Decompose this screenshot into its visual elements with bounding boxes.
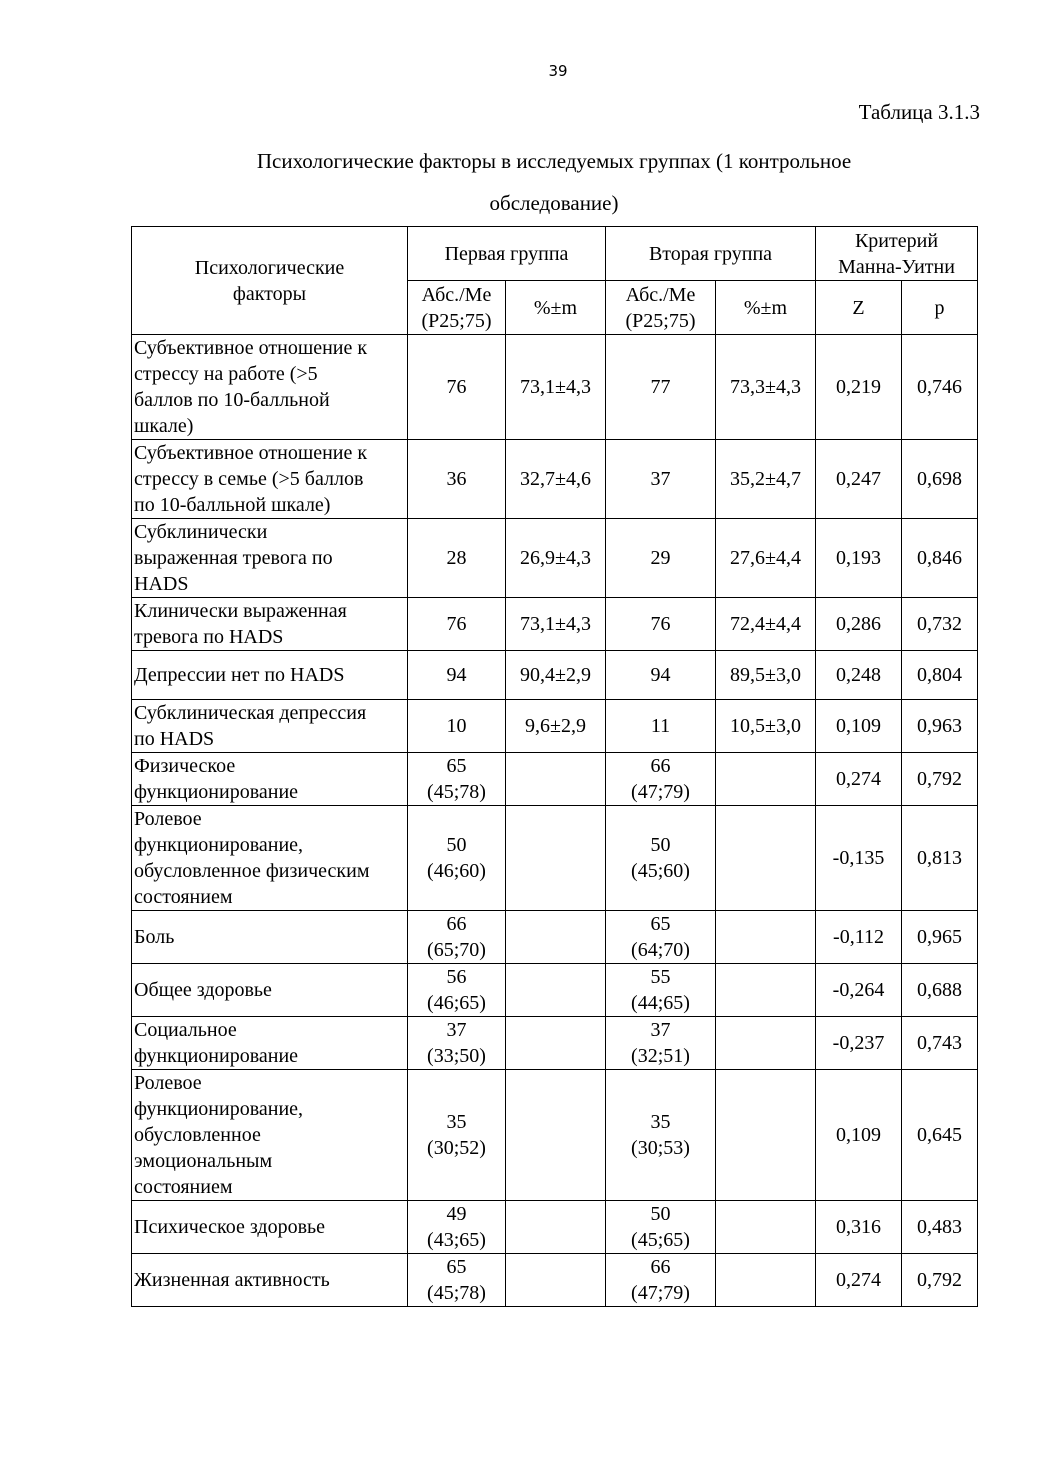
g2-abs-cell: 50 (45;60) [606, 806, 716, 911]
factor-cell: Социальное функционирование [132, 1017, 408, 1070]
g1-pct-cell [506, 806, 606, 911]
g2-abs-cell: 94 [606, 651, 716, 700]
g2-pct-cell [716, 911, 816, 964]
g2-abs-cell: 65 (64;70) [606, 911, 716, 964]
g1-abs-cell: 36 [408, 440, 506, 519]
z-cell: 0,193 [816, 519, 902, 598]
g2-pct-cell [716, 964, 816, 1017]
p-cell: 0,963 [902, 700, 978, 753]
g1-abs-cell: 10 [408, 700, 506, 753]
g1-abs-cell: 76 [408, 335, 506, 440]
caption-line: Психологические факторы в исследуемых группах (1 контрольное [256, 149, 852, 173]
g1-pct-cell [506, 753, 606, 806]
factor-cell: Психическое здоровье [132, 1201, 408, 1254]
g1-pct-cell: 26,9±4,3 [506, 519, 606, 598]
header-group1: Первая группа [408, 227, 606, 281]
g1-pct-cell: 9,6±2,9 [506, 700, 606, 753]
table-row [132, 440, 978, 519]
header-g2-pct: %±m [716, 281, 816, 335]
caption-line: обследование) [489, 191, 619, 215]
g2-pct-cell [716, 1254, 816, 1307]
factor-cell: Субклиническая депрессия по HADS [132, 700, 408, 753]
z-cell: 0,274 [816, 753, 902, 806]
g2-abs-cell: 76 [606, 598, 716, 651]
g1-pct-cell: 73,1±4,3 [506, 335, 606, 440]
g2-abs-cell: 66 (47;79) [606, 1254, 716, 1307]
table-row [132, 651, 978, 700]
g2-pct-cell [716, 1070, 816, 1201]
z-cell: -0,112 [816, 911, 902, 964]
g1-abs-cell: 94 [408, 651, 506, 700]
g2-pct-cell: 27,6±4,4 [716, 519, 816, 598]
z-cell: 0,274 [816, 1254, 902, 1307]
header-factor: Психологические факторы [132, 227, 408, 335]
table-row [132, 964, 978, 1017]
g2-pct-cell [716, 1201, 816, 1254]
z-cell: 0,248 [816, 651, 902, 700]
g1-abs-cell: 65 (45;78) [408, 1254, 506, 1307]
header-g1-abs: Абс./Me (P25;75) [408, 281, 506, 335]
g2-abs-cell: 66 (47;79) [606, 753, 716, 806]
g1-abs-cell: 56 (46;65) [408, 964, 506, 1017]
table-row [132, 911, 978, 964]
g1-pct-cell: 73,1±4,3 [506, 598, 606, 651]
g2-pct-cell [716, 1017, 816, 1070]
table-row [132, 700, 978, 753]
header-g1-pct: %±m [506, 281, 606, 335]
g2-pct-cell: 73,3±4,3 [716, 335, 816, 440]
g2-abs-cell: 37 [606, 440, 716, 519]
p-cell: 0,645 [902, 1070, 978, 1201]
g2-abs-cell: 35 (30;53) [606, 1070, 716, 1201]
factor-cell: Ролевое функционирование, обусловленное эмоциональным состоянием [132, 1070, 408, 1201]
factor-cell: Депрессии нет по HADS [132, 651, 408, 700]
g2-pct-cell: 35,2±4,7 [716, 440, 816, 519]
g1-pct-cell [506, 964, 606, 1017]
g2-pct-cell: 10,5±3,0 [716, 700, 816, 753]
table-row [132, 1017, 978, 1070]
factor-cell: Ролевое функционирование, обусловленное физическим состоянием [132, 806, 408, 911]
table-caption [131, 140, 977, 224]
g2-abs-cell: 55 (44;65) [606, 964, 716, 1017]
table-row [132, 753, 978, 806]
factor-cell: Жизненная активность [132, 1254, 408, 1307]
z-cell: 0,109 [816, 1070, 902, 1201]
p-cell: 0,792 [902, 753, 978, 806]
g1-abs-cell: 66 (65;70) [408, 911, 506, 964]
factors-table [131, 226, 978, 1307]
p-cell: 0,965 [902, 911, 978, 964]
g2-abs-cell: 50 (45;65) [606, 1201, 716, 1254]
p-cell: 0,746 [902, 335, 978, 440]
header-g2-abs: Абс./Me (P25;75) [606, 281, 716, 335]
g1-pct-cell: 32,7±4,6 [506, 440, 606, 519]
g2-pct-cell: 89,5±3,0 [716, 651, 816, 700]
factor-cell: Физическое функционирование [132, 753, 408, 806]
g2-abs-cell: 11 [606, 700, 716, 753]
p-cell: 0,698 [902, 440, 978, 519]
p-cell: 0,846 [902, 519, 978, 598]
g2-pct-cell [716, 806, 816, 911]
g1-abs-cell: 35 (30;52) [408, 1070, 506, 1201]
z-cell: 0,247 [816, 440, 902, 519]
z-cell: -0,135 [816, 806, 902, 911]
p-cell: 0,792 [902, 1254, 978, 1307]
table-row [132, 1254, 978, 1307]
table-row [132, 598, 978, 651]
page-number: 39 [548, 62, 568, 80]
z-cell: -0,264 [816, 964, 902, 1017]
g1-pct-cell [506, 911, 606, 964]
p-cell: 0,813 [902, 806, 978, 911]
g1-abs-cell: 50 (46;60) [408, 806, 506, 911]
g1-pct-cell [506, 1017, 606, 1070]
table-row [132, 519, 978, 598]
p-cell: 0,483 [902, 1201, 978, 1254]
z-cell: 0,109 [816, 700, 902, 753]
z-cell: 0,316 [816, 1201, 902, 1254]
g1-abs-cell: 28 [408, 519, 506, 598]
header-group2: Вторая группа [606, 227, 816, 281]
p-cell: 0,688 [902, 964, 978, 1017]
g2-abs-cell: 77 [606, 335, 716, 440]
factor-cell: Субклинически выраженная тревога по HADS [132, 519, 408, 598]
table-row [132, 806, 978, 911]
table-row [132, 335, 978, 440]
g2-pct-cell [716, 753, 816, 806]
factor-cell: Клинически выраженная тревога по HADS [132, 598, 408, 651]
z-cell: -0,237 [816, 1017, 902, 1070]
header-p: p [902, 281, 978, 335]
g1-pct-cell [506, 1201, 606, 1254]
table-row [132, 1201, 978, 1254]
g1-pct-cell [506, 1254, 606, 1307]
factor-cell: Боль [132, 911, 408, 964]
p-cell: 0,804 [902, 651, 978, 700]
factor-cell: Субъективное отношение к стрессу в семье (>5 баллов по 10-балльной шкале) [132, 440, 408, 519]
header-z: Z [816, 281, 902, 335]
factor-cell: Субъективное отношение к стрессу на работе (>5 баллов по 10-балльной шкале) [132, 335, 408, 440]
z-cell: 0,219 [816, 335, 902, 440]
header-criterion: Критерий Манна-Уитни [816, 227, 978, 281]
g1-abs-cell: 65 (45;78) [408, 753, 506, 806]
table-label: Таблица 3.1.3 [858, 100, 980, 124]
g1-pct-cell [506, 1070, 606, 1201]
header-row [132, 227, 978, 281]
p-cell: 0,743 [902, 1017, 978, 1070]
g1-abs-cell: 37 (33;50) [408, 1017, 506, 1070]
g1-abs-cell: 76 [408, 598, 506, 651]
p-cell: 0,732 [902, 598, 978, 651]
g2-pct-cell: 72,4±4,4 [716, 598, 816, 651]
g2-abs-cell: 29 [606, 519, 716, 598]
table-row [132, 1070, 978, 1201]
g1-abs-cell: 49 (43;65) [408, 1201, 506, 1254]
g1-pct-cell: 90,4±2,9 [506, 651, 606, 700]
factor-cell: Общее здоровье [132, 964, 408, 1017]
g2-abs-cell: 37 (32;51) [606, 1017, 716, 1070]
z-cell: 0,286 [816, 598, 902, 651]
